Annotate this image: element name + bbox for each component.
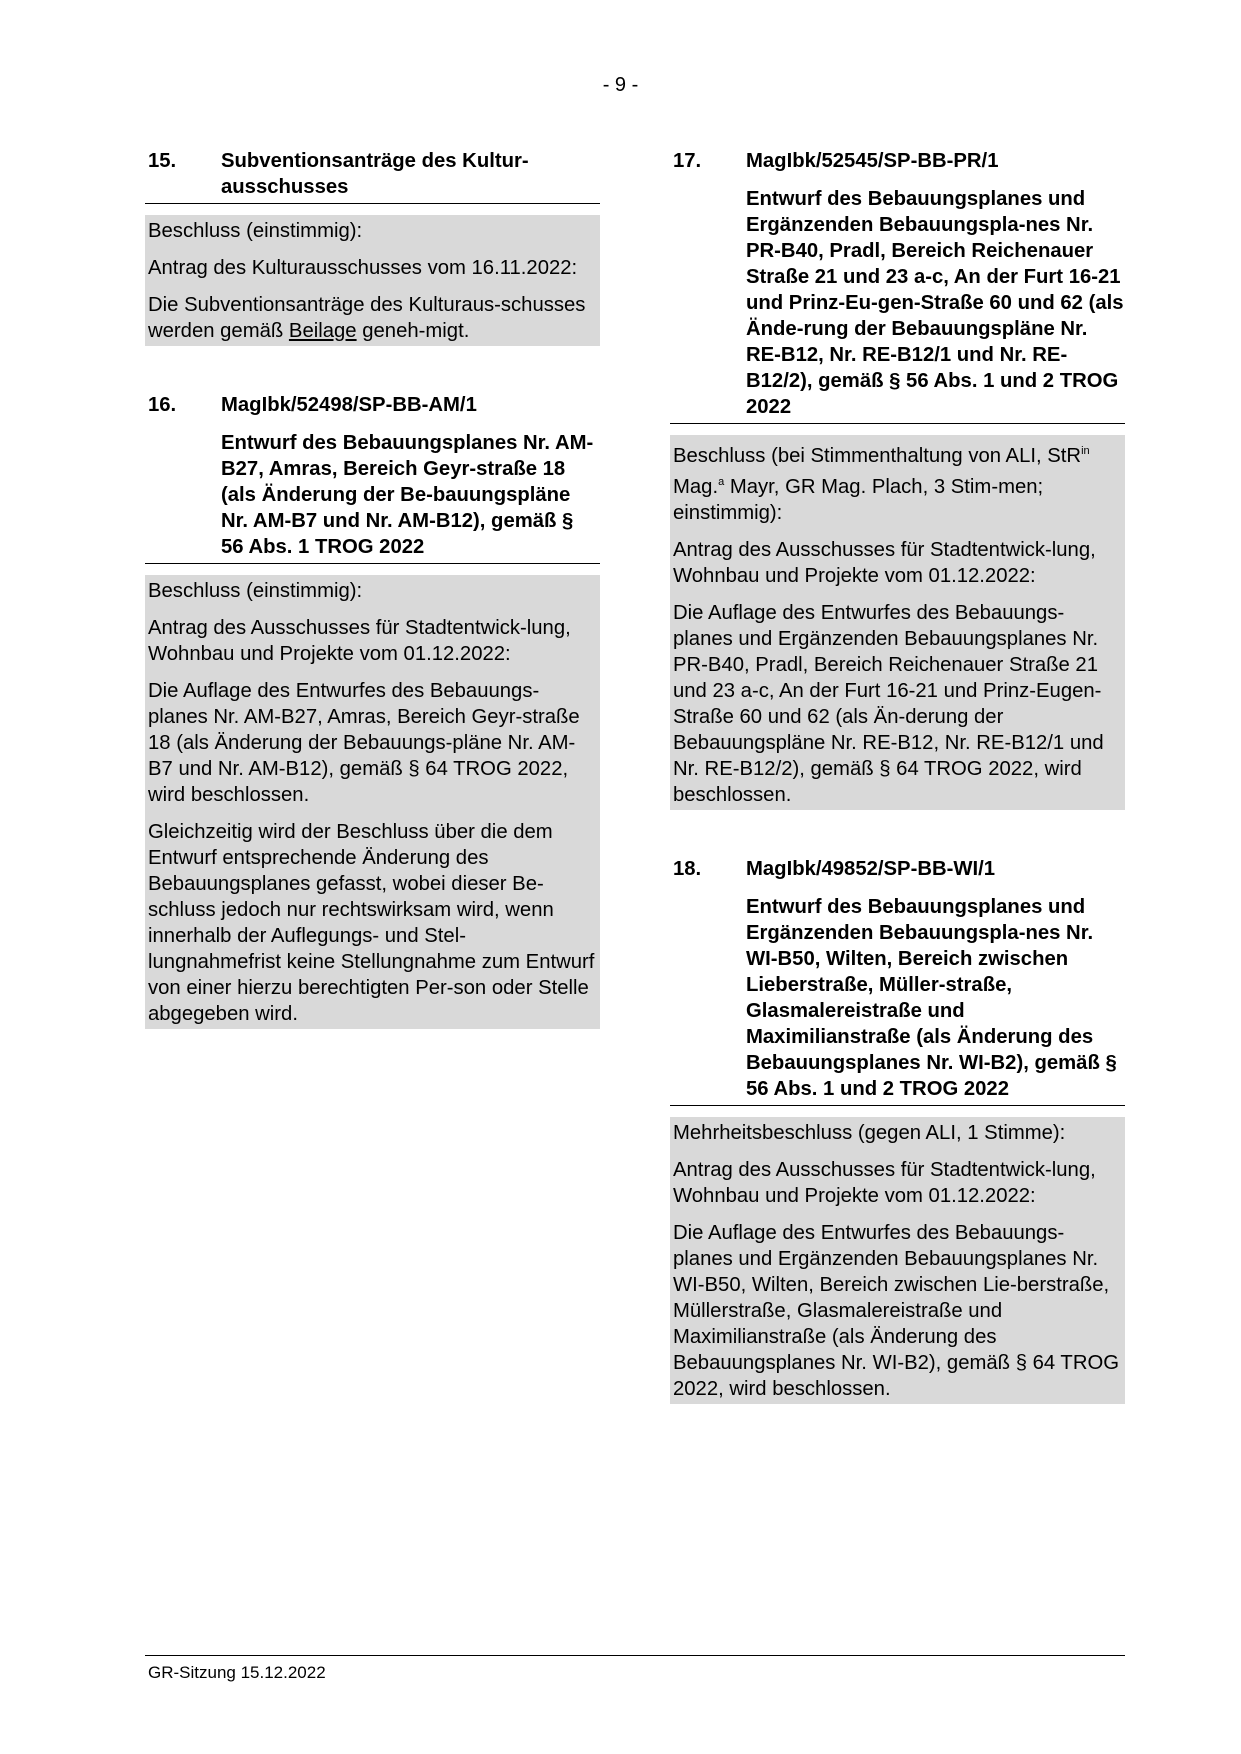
item-number: 17. bbox=[673, 150, 702, 172]
beilage-link[interactable]: Beilage bbox=[288, 320, 357, 342]
item-heading bbox=[670, 148, 1125, 420]
agenda-item-18 bbox=[670, 856, 1125, 1404]
file-reference: MagIbk/52498/SP-BB-AM/1 bbox=[221, 394, 477, 416]
resolution-box bbox=[145, 215, 600, 346]
resolution-body: Die Auflage des Entwurfes des Bebauungs-planes und Ergänzenden Bebauungsplanes Nr. PR-B40, Pradl, Bereich Reichenauer Straße 21 und 23 a-c, An der Furt 16-21 und Prinz-Eugen-Straße 60 und 62 (als Än-derung der Bebauungspläne Nr. RE-B12, Nr. RE-B12/1 und Nr. RE-B12/2), gemäß § 64 TROG 2022, wird beschlossen. bbox=[673, 601, 1104, 806]
motion-text: Antrag des Kulturausschusses vom 16.11.2022: bbox=[148, 257, 578, 279]
item-number: 15. bbox=[148, 150, 177, 172]
left-column bbox=[145, 148, 600, 1075]
decision-text: Beschluss (bei Stimmenthaltung von ALI, StR$^{in}$ Mag.$^a$ Mayr, GR Mag. Plach, 3 Stim-men; einstimmig): bbox=[673, 444, 1090, 524]
body-text-end: geneh-migt. bbox=[362, 320, 470, 342]
resolution-box bbox=[670, 435, 1125, 810]
decision-text: Beschluss (einstimmig): bbox=[148, 220, 363, 242]
resolution-box bbox=[145, 575, 600, 1029]
body-text-start: Die Subventionsanträge des Kulturaus-schusses werden gemäß bbox=[148, 294, 586, 342]
heading-divider bbox=[145, 563, 600, 564]
footer-text: GR-Sitzung 15.12.2022 bbox=[148, 1663, 326, 1682]
file-reference: MagIbk/52545/SP-BB-PR/1 bbox=[746, 150, 999, 172]
motion-text: Antrag des Ausschusses für Stadtentwick-lung, Wohnbau und Projekte vom 01.12.2022: bbox=[673, 1158, 1096, 1207]
heading-divider bbox=[670, 1105, 1125, 1106]
page-number: - 9 - bbox=[602, 74, 639, 96]
resolution-body: Die Auflage des Entwurfes des Bebauungs-planes und Ergänzenden Bebauungsplanes Nr. WI-B50, Wilten, Bereich zwischen Lie-berstraße, Müllerstraße, Glasmalereistraße und Maximilianstraße (als Änderung des Bebauungsplanes Nr. WI-B2), gemäß § 64 TROG 2022, wird beschlossen. bbox=[673, 1221, 1120, 1400]
superscript-a: a bbox=[718, 475, 725, 488]
resolution-body-2: Gleichzeitig wird der Beschluss über die dem Entwurf entsprechende Änderung des Bebauungsplanes gefasst, wobei dieser Be-schluss jedoch nur rechtswirksam wird, wenn innerhalb der Auflegungs- und Stel-lungnahmefrist keine Stellungnahme zum Entwurf von einer hierzu berechtigten Per-son oder Stelle abgegeben wird. bbox=[148, 821, 595, 1025]
heading-divider bbox=[670, 423, 1125, 424]
item-heading bbox=[145, 148, 600, 200]
item-title-line-1: Subventionsanträge des Kultur- bbox=[221, 150, 529, 172]
item-title: Entwurf des Bebauungsplanes und Ergänzenden Bebauungspla-nes Nr. PR-B40, Pradl, Bereich Reichenauer Straße 21 und 23 a-c, An der Furt 16-21 und Prinz-Eu-gen-Straße 60 und 62 (als Ände-rung der Bebauungspläne Nr. RE-B12, Nr. RE-B12/1 und Nr. RE-B12/2), gemäß § 56 Abs. 1 und 2 TROG 2022 bbox=[746, 188, 1124, 418]
item-heading bbox=[145, 392, 600, 560]
agenda-item-17 bbox=[670, 148, 1125, 810]
resolution-body bbox=[148, 292, 597, 344]
motion-text: Antrag des Ausschusses für Stadtentwick-lung, Wohnbau und Projekte vom 01.12.2022: bbox=[673, 538, 1096, 587]
item-title-line-2: ausschusses bbox=[221, 176, 349, 198]
item-title: Entwurf des Bebauungsplanes und Ergänzenden Bebauungspla-nes Nr. WI-B50, Wilten, Bereich zwischen Lieberstraße, Müller-straße, Glasmalereistraße und Maximilianstraße (als Änderung des Bebauungsplanes Nr. WI-B2), gemäß § 56 Abs. 1 und 2 TROG 2022 bbox=[746, 895, 1117, 1100]
item-title: Entwurf des Bebauungsplanes Nr. AM-B27, Amras, Bereich Geyr-straße 18 (als Änderung der Be-bauungspläne Nr. AM-B7 und Nr. AM-B12), gemäß § 56 Abs. 1 TROG 2022 bbox=[221, 432, 594, 558]
file-reference: MagIbk/49852/SP-BB-WI/1 bbox=[746, 857, 996, 880]
footer-divider bbox=[145, 1655, 1125, 1656]
decision-text: Beschluss (einstimmig): bbox=[148, 580, 363, 602]
resolution-box bbox=[670, 1117, 1125, 1404]
item-number: 18. bbox=[673, 857, 702, 880]
item-number: 16. bbox=[148, 394, 177, 416]
motion-text: Antrag des Ausschusses für Stadtentwick-lung, Wohnbau und Projekte vom 01.12.2022: bbox=[148, 617, 571, 665]
item-heading bbox=[670, 856, 1125, 1102]
right-column bbox=[670, 148, 1125, 1450]
decision-text: Mehrheitsbeschluss (gegen ALI, 1 Stimme): bbox=[673, 1121, 1066, 1144]
agenda-item-15 bbox=[145, 148, 600, 346]
superscript-in: in bbox=[1081, 445, 1090, 457]
heading-divider bbox=[145, 203, 600, 204]
resolution-body: Die Auflage des Entwurfes des Bebauungs-planes Nr. AM-B27, Amras, Bereich Geyr-straße 18 (als Änderung der Bebauungs-pläne Nr. AM-B7 und Nr. AM-B12), gemäß § 64 TROG 2022, wird beschlossen. bbox=[148, 680, 580, 806]
agenda-item-16 bbox=[145, 392, 600, 1029]
